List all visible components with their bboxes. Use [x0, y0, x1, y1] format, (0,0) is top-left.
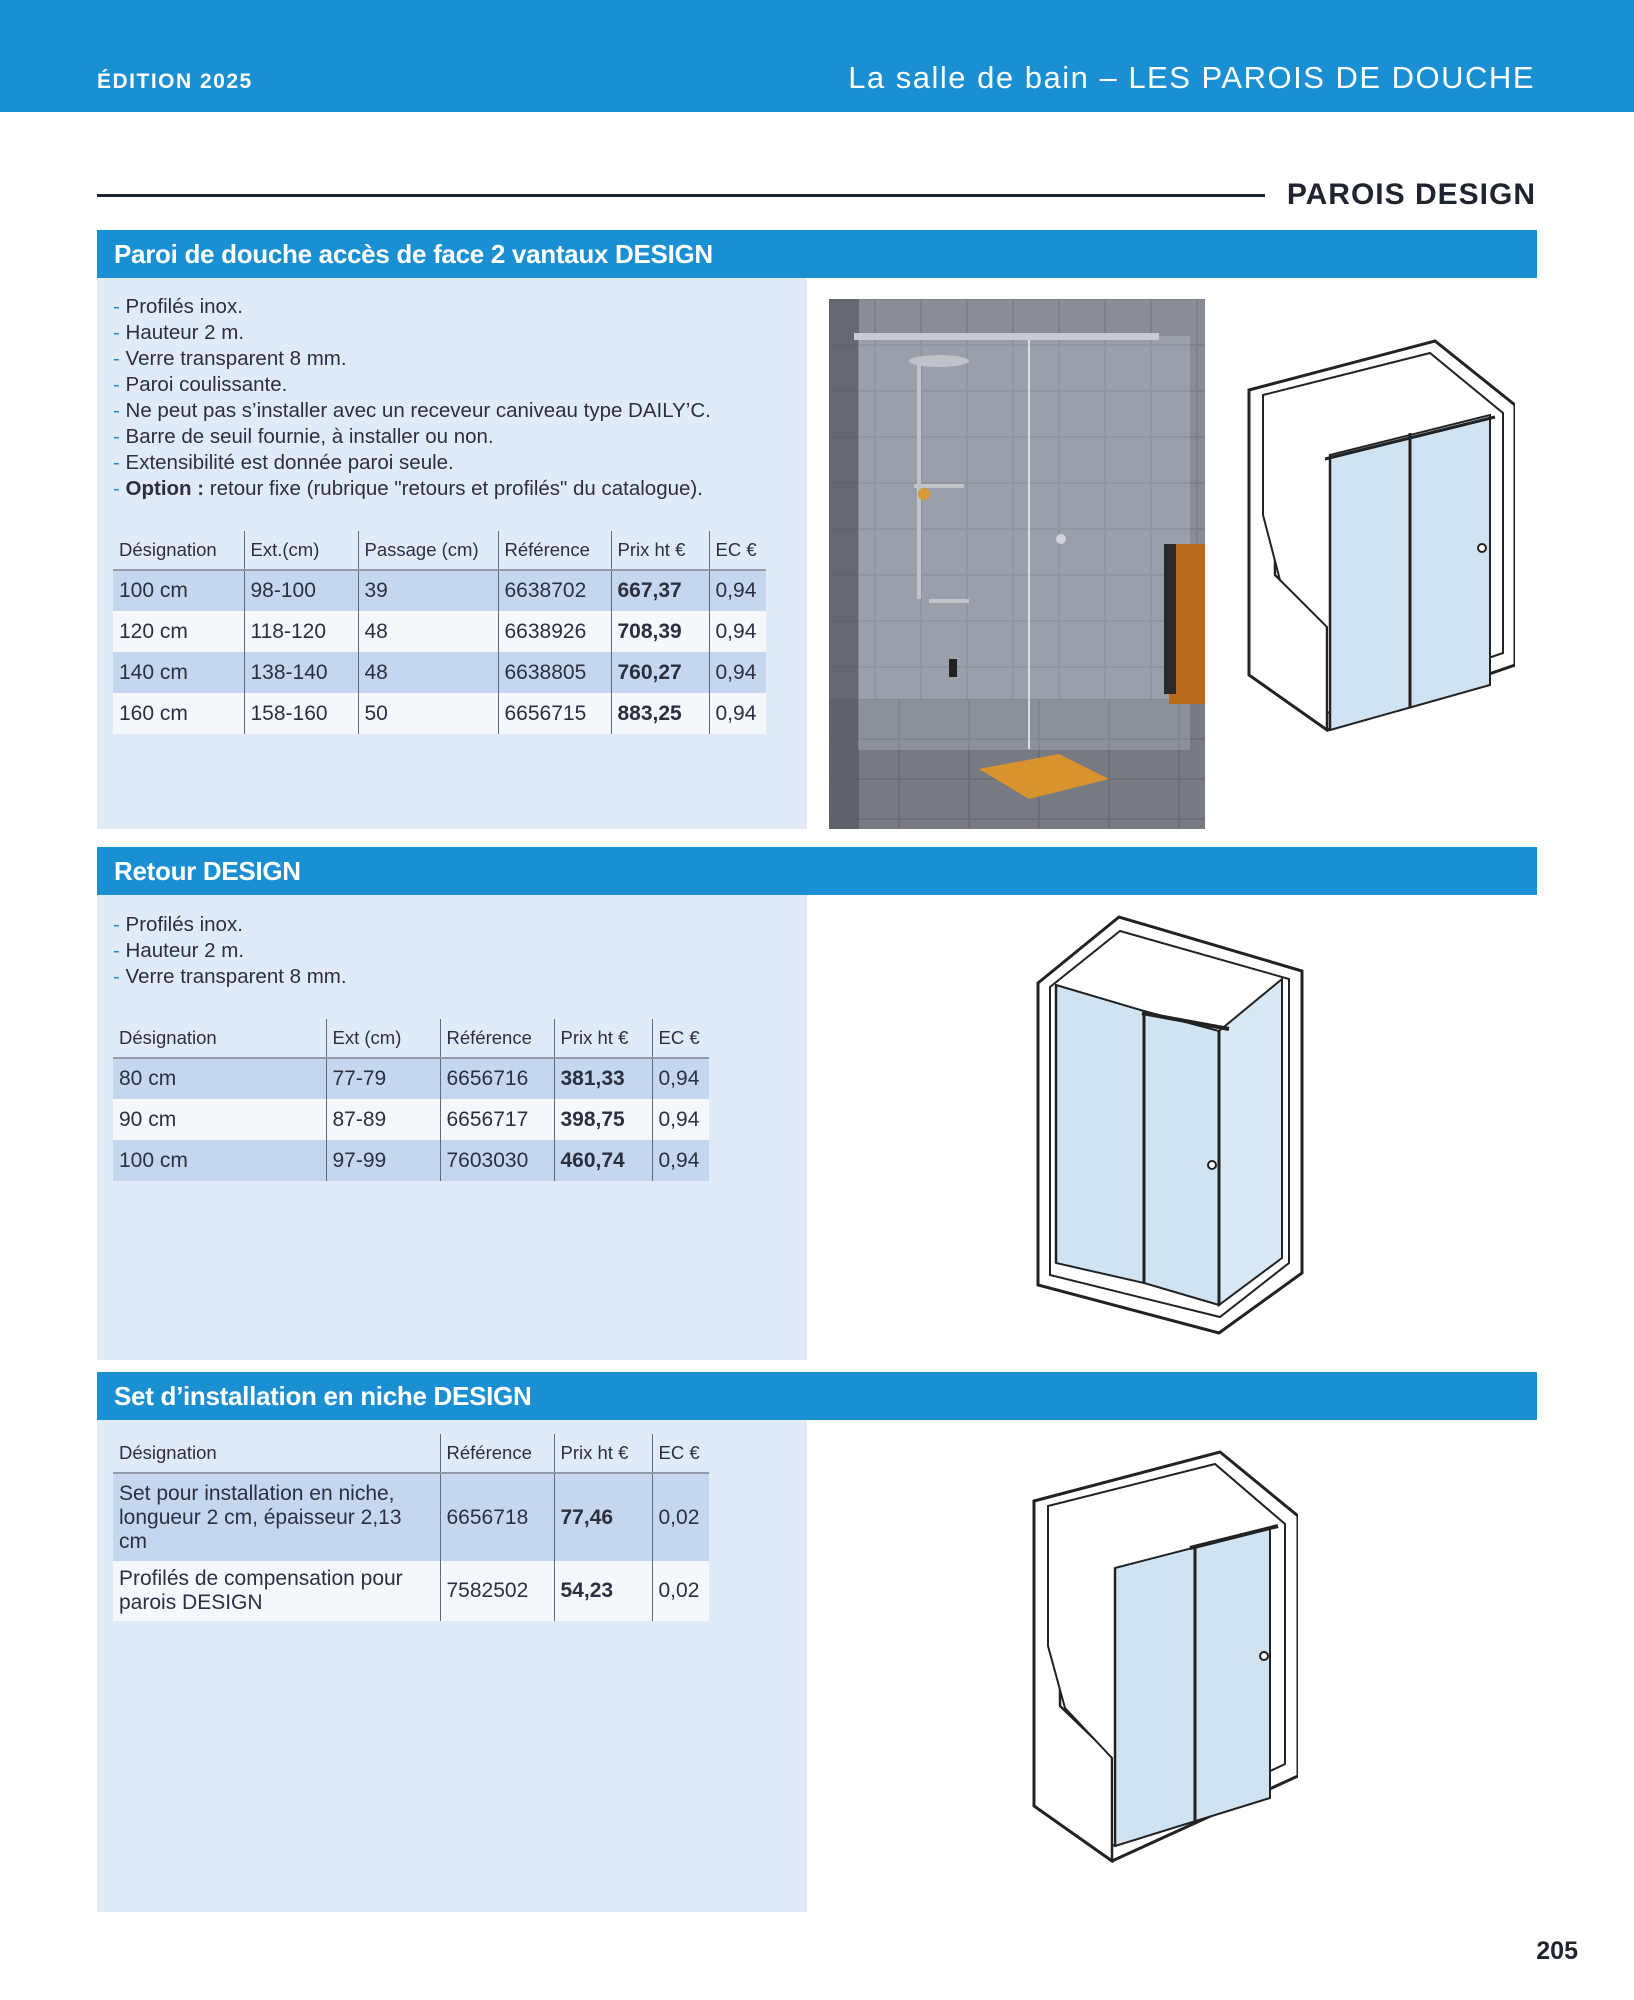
cell-ec: 0,94	[709, 652, 766, 693]
cell-ext: 77-79	[326, 1058, 440, 1099]
chapter-title: La salle de bain – LES PAROIS DE DOUCHE	[848, 60, 1535, 95]
section-rule	[97, 194, 1265, 197]
technical-drawing	[1245, 335, 1515, 755]
cell-price: 883,25	[611, 693, 709, 734]
cell-price: 708,39	[611, 611, 709, 652]
table-header-row	[113, 1019, 709, 1058]
cell-designation: Profilés de compensation pour parois DESIGN	[113, 1561, 440, 1621]
technical-drawing	[1034, 913, 1304, 1338]
cell-passage: 48	[358, 652, 498, 693]
feature-list	[113, 912, 347, 990]
price-table	[113, 531, 766, 734]
feature-item: - Ne peut pas s’installer avec un receveur caniveau type DAILY’C.	[113, 399, 711, 422]
cell-ec: 0,94	[709, 611, 766, 652]
column-header: Ext.(cm)	[244, 531, 358, 570]
cell-price: 760,27	[611, 652, 709, 693]
cell-ext: 118-120	[244, 611, 358, 652]
cell-price: 398,75	[554, 1099, 652, 1140]
cell-ec: 0,94	[709, 570, 766, 611]
table-row	[113, 652, 766, 693]
cell-ec: 0,94	[652, 1058, 709, 1099]
cell-reference: 6638926	[498, 611, 611, 652]
feature-item: - Verre transparent 8 mm.	[113, 965, 347, 988]
table-row	[113, 1140, 709, 1181]
cell-designation: 100 cm	[113, 1140, 326, 1181]
cell-ec: 0,94	[709, 693, 766, 734]
table-row	[113, 611, 766, 652]
column-header: Prix ht €	[554, 1434, 652, 1473]
cell-designation: 100 cm	[113, 570, 244, 611]
product-photo	[829, 299, 1205, 829]
feature-item: - Hauteur 2 m.	[113, 939, 245, 962]
cell-designation: 160 cm	[113, 693, 244, 734]
feature-item: - Extensibilité est donnée paroi seule.	[113, 451, 454, 474]
cell-designation: 120 cm	[113, 611, 244, 652]
cell-ext: 87-89	[326, 1099, 440, 1140]
table-header-row	[113, 1434, 709, 1473]
cell-reference: 6656716	[440, 1058, 554, 1099]
feature-item: - Hauteur 2 m.	[113, 321, 245, 344]
cell-designation: 80 cm	[113, 1058, 326, 1099]
cell-price: 77,46	[554, 1473, 652, 1561]
cell-reference: 6656715	[498, 693, 611, 734]
cell-ec: 0,94	[652, 1099, 709, 1140]
cell-reference: 6638702	[498, 570, 611, 611]
technical-drawing	[1030, 1446, 1298, 1866]
column-header: Référence	[498, 531, 611, 570]
product-header: Set d’installation en niche DESIGN	[97, 1372, 1537, 1420]
feature-item: - Paroi coulissante.	[113, 373, 288, 396]
cell-reference: 7582502	[440, 1561, 554, 1621]
price-table	[113, 1019, 709, 1181]
column-header: Passage (cm)	[358, 531, 498, 570]
column-header: EC €	[709, 531, 766, 570]
feature-option: - Option : retour fixe (rubrique "retours et profilés" du catalogue).	[113, 477, 703, 500]
table-row	[113, 1561, 709, 1621]
section-title: PAROIS DESIGN	[1286, 178, 1536, 211]
cell-passage: 39	[358, 570, 498, 611]
column-header: Désignation	[113, 531, 244, 570]
cell-reference: 7603030	[440, 1140, 554, 1181]
cell-ext: 98-100	[244, 570, 358, 611]
column-header: Ext (cm)	[326, 1019, 440, 1058]
cell-price: 460,74	[554, 1140, 652, 1181]
cell-designation: 140 cm	[113, 652, 244, 693]
cell-ec: 0,02	[652, 1561, 709, 1621]
column-header: Référence	[440, 1434, 554, 1473]
cell-price: 54,23	[554, 1561, 652, 1621]
cell-designation: Set pour installation en niche, longueur 2 cm, épaisseur 2,13 cm	[113, 1473, 440, 1561]
column-header: Désignation	[113, 1019, 326, 1058]
cell-ec: 0,94	[652, 1140, 709, 1181]
cell-ext: 138-140	[244, 652, 358, 693]
cell-reference: 6656718	[440, 1473, 554, 1561]
product-header: Retour DESIGN	[97, 847, 1537, 895]
table-row	[113, 1058, 709, 1099]
column-header: Référence	[440, 1019, 554, 1058]
table-row	[113, 1099, 709, 1140]
page-number: 205	[1536, 1937, 1578, 1965]
cell-ext: 97-99	[326, 1140, 440, 1181]
cell-ext: 158-160	[244, 693, 358, 734]
column-header: EC €	[652, 1019, 709, 1058]
product-header: Paroi de douche accès de face 2 vantaux DESIGN	[97, 230, 1537, 278]
edition-label: ÉDITION 2025	[97, 70, 253, 93]
cell-designation: 90 cm	[113, 1099, 326, 1140]
feature-item: - Barre de seuil fournie, à installer ou non.	[113, 425, 494, 448]
column-header: Prix ht €	[611, 531, 709, 570]
cell-reference: 6656717	[440, 1099, 554, 1140]
cell-ec: 0,02	[652, 1473, 709, 1561]
feature-item: - Profilés inox.	[113, 295, 243, 318]
cell-price: 667,37	[611, 570, 709, 611]
column-header: Désignation	[113, 1434, 440, 1473]
cell-passage: 48	[358, 611, 498, 652]
feature-item: - Verre transparent 8 mm.	[113, 347, 347, 370]
feature-item: - Profilés inox.	[113, 913, 243, 936]
table-row	[113, 693, 766, 734]
column-header: EC €	[652, 1434, 709, 1473]
cell-price: 381,33	[554, 1058, 652, 1099]
price-table	[113, 1434, 709, 1621]
column-header: Prix ht €	[554, 1019, 652, 1058]
table-row	[113, 1473, 709, 1561]
table-row	[113, 570, 766, 611]
feature-list	[113, 294, 711, 502]
table-header-row	[113, 531, 766, 570]
cell-reference: 6638805	[498, 652, 611, 693]
cell-passage: 50	[358, 693, 498, 734]
